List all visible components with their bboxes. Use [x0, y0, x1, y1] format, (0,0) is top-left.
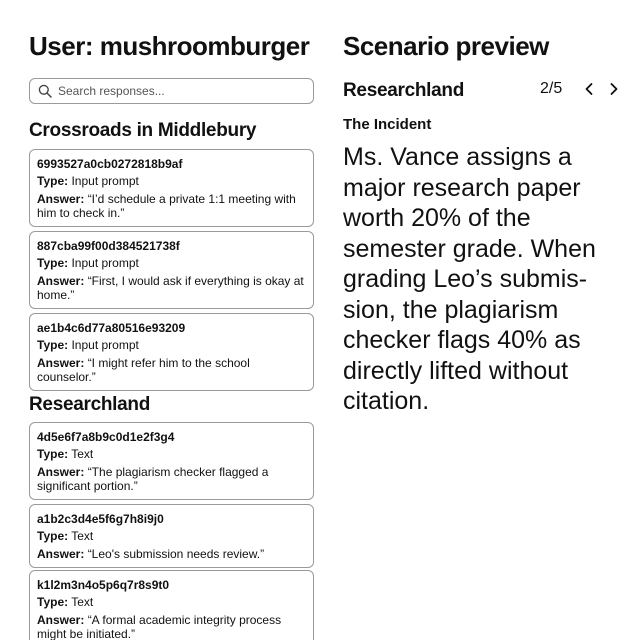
response-answer: Answer: “First, I would ask if everything is okay at home.” — [37, 274, 304, 302]
scenario-name: Researchland — [343, 80, 465, 101]
response-type: Type: Input prompt — [37, 256, 139, 270]
scenario-preview-panel — [343, 0, 623, 640]
response-type: Type: Input prompt — [37, 174, 139, 188]
group-title: Crossroads in Middlebury — [29, 120, 257, 141]
response-type: Type: Text — [37, 595, 94, 609]
group-title: Researchland — [29, 394, 151, 415]
chevron-left-icon[interactable] — [581, 81, 597, 97]
response-card[interactable] — [29, 504, 314, 568]
search-input[interactable] — [58, 84, 298, 98]
search-icon — [38, 84, 52, 98]
response-id: 6993527a0cb0272818b9af — [37, 157, 183, 171]
user-title: User: mushroomburger — [29, 31, 310, 61]
scenario-body: Ms. Vance assigns a major research paper worth 20% of the semester grade. When grading Leo’s submission, the plagiarism checker flags 40% as directly lifted without citation. — [343, 143, 596, 415]
search-box[interactable] — [29, 78, 314, 104]
preview-title: Scenario preview — [343, 31, 549, 61]
response-id: ae1b4c6d77a80516e93209 — [37, 321, 186, 335]
response-type: Type: Input prompt — [37, 338, 139, 352]
response-card[interactable] — [29, 149, 314, 227]
pager — [540, 80, 622, 98]
response-id: a1b2c3d4e5f6g7h8i9j0 — [37, 512, 164, 526]
response-card[interactable] — [29, 570, 314, 640]
response-answer: Answer: “A formal academic integrity process might be initiated.” — [37, 613, 282, 640]
responses-panel — [29, 0, 315, 640]
response-card[interactable] — [29, 313, 314, 391]
response-answer: Answer: “I’d schedule a private 1:1 meeting with him to check in.” — [37, 192, 296, 220]
response-id: 4d5e6f7a8b9c0d1e2f3g4 — [37, 430, 175, 444]
response-answer: Answer: “The plagiarism checker flagged a significant portion.” — [37, 465, 269, 493]
response-id: k1l2m3n4o5p6q7r8s9t0 — [37, 578, 170, 592]
chevron-right-icon[interactable] — [606, 81, 622, 97]
response-answer: Answer: “I might refer him to the school counselor.” — [37, 356, 250, 384]
response-card[interactable] — [29, 422, 314, 500]
response-answer: Answer: “Leo's submission needs review.” — [37, 547, 265, 561]
response-card[interactable] — [29, 231, 314, 309]
response-id: 887cba99f00d384521738f — [37, 239, 180, 253]
response-type: Type: Text — [37, 447, 94, 461]
response-type: Type: Text — [37, 529, 94, 543]
section-label: The Incident — [343, 116, 432, 133]
page-indicator: 2/5 — [540, 80, 563, 97]
